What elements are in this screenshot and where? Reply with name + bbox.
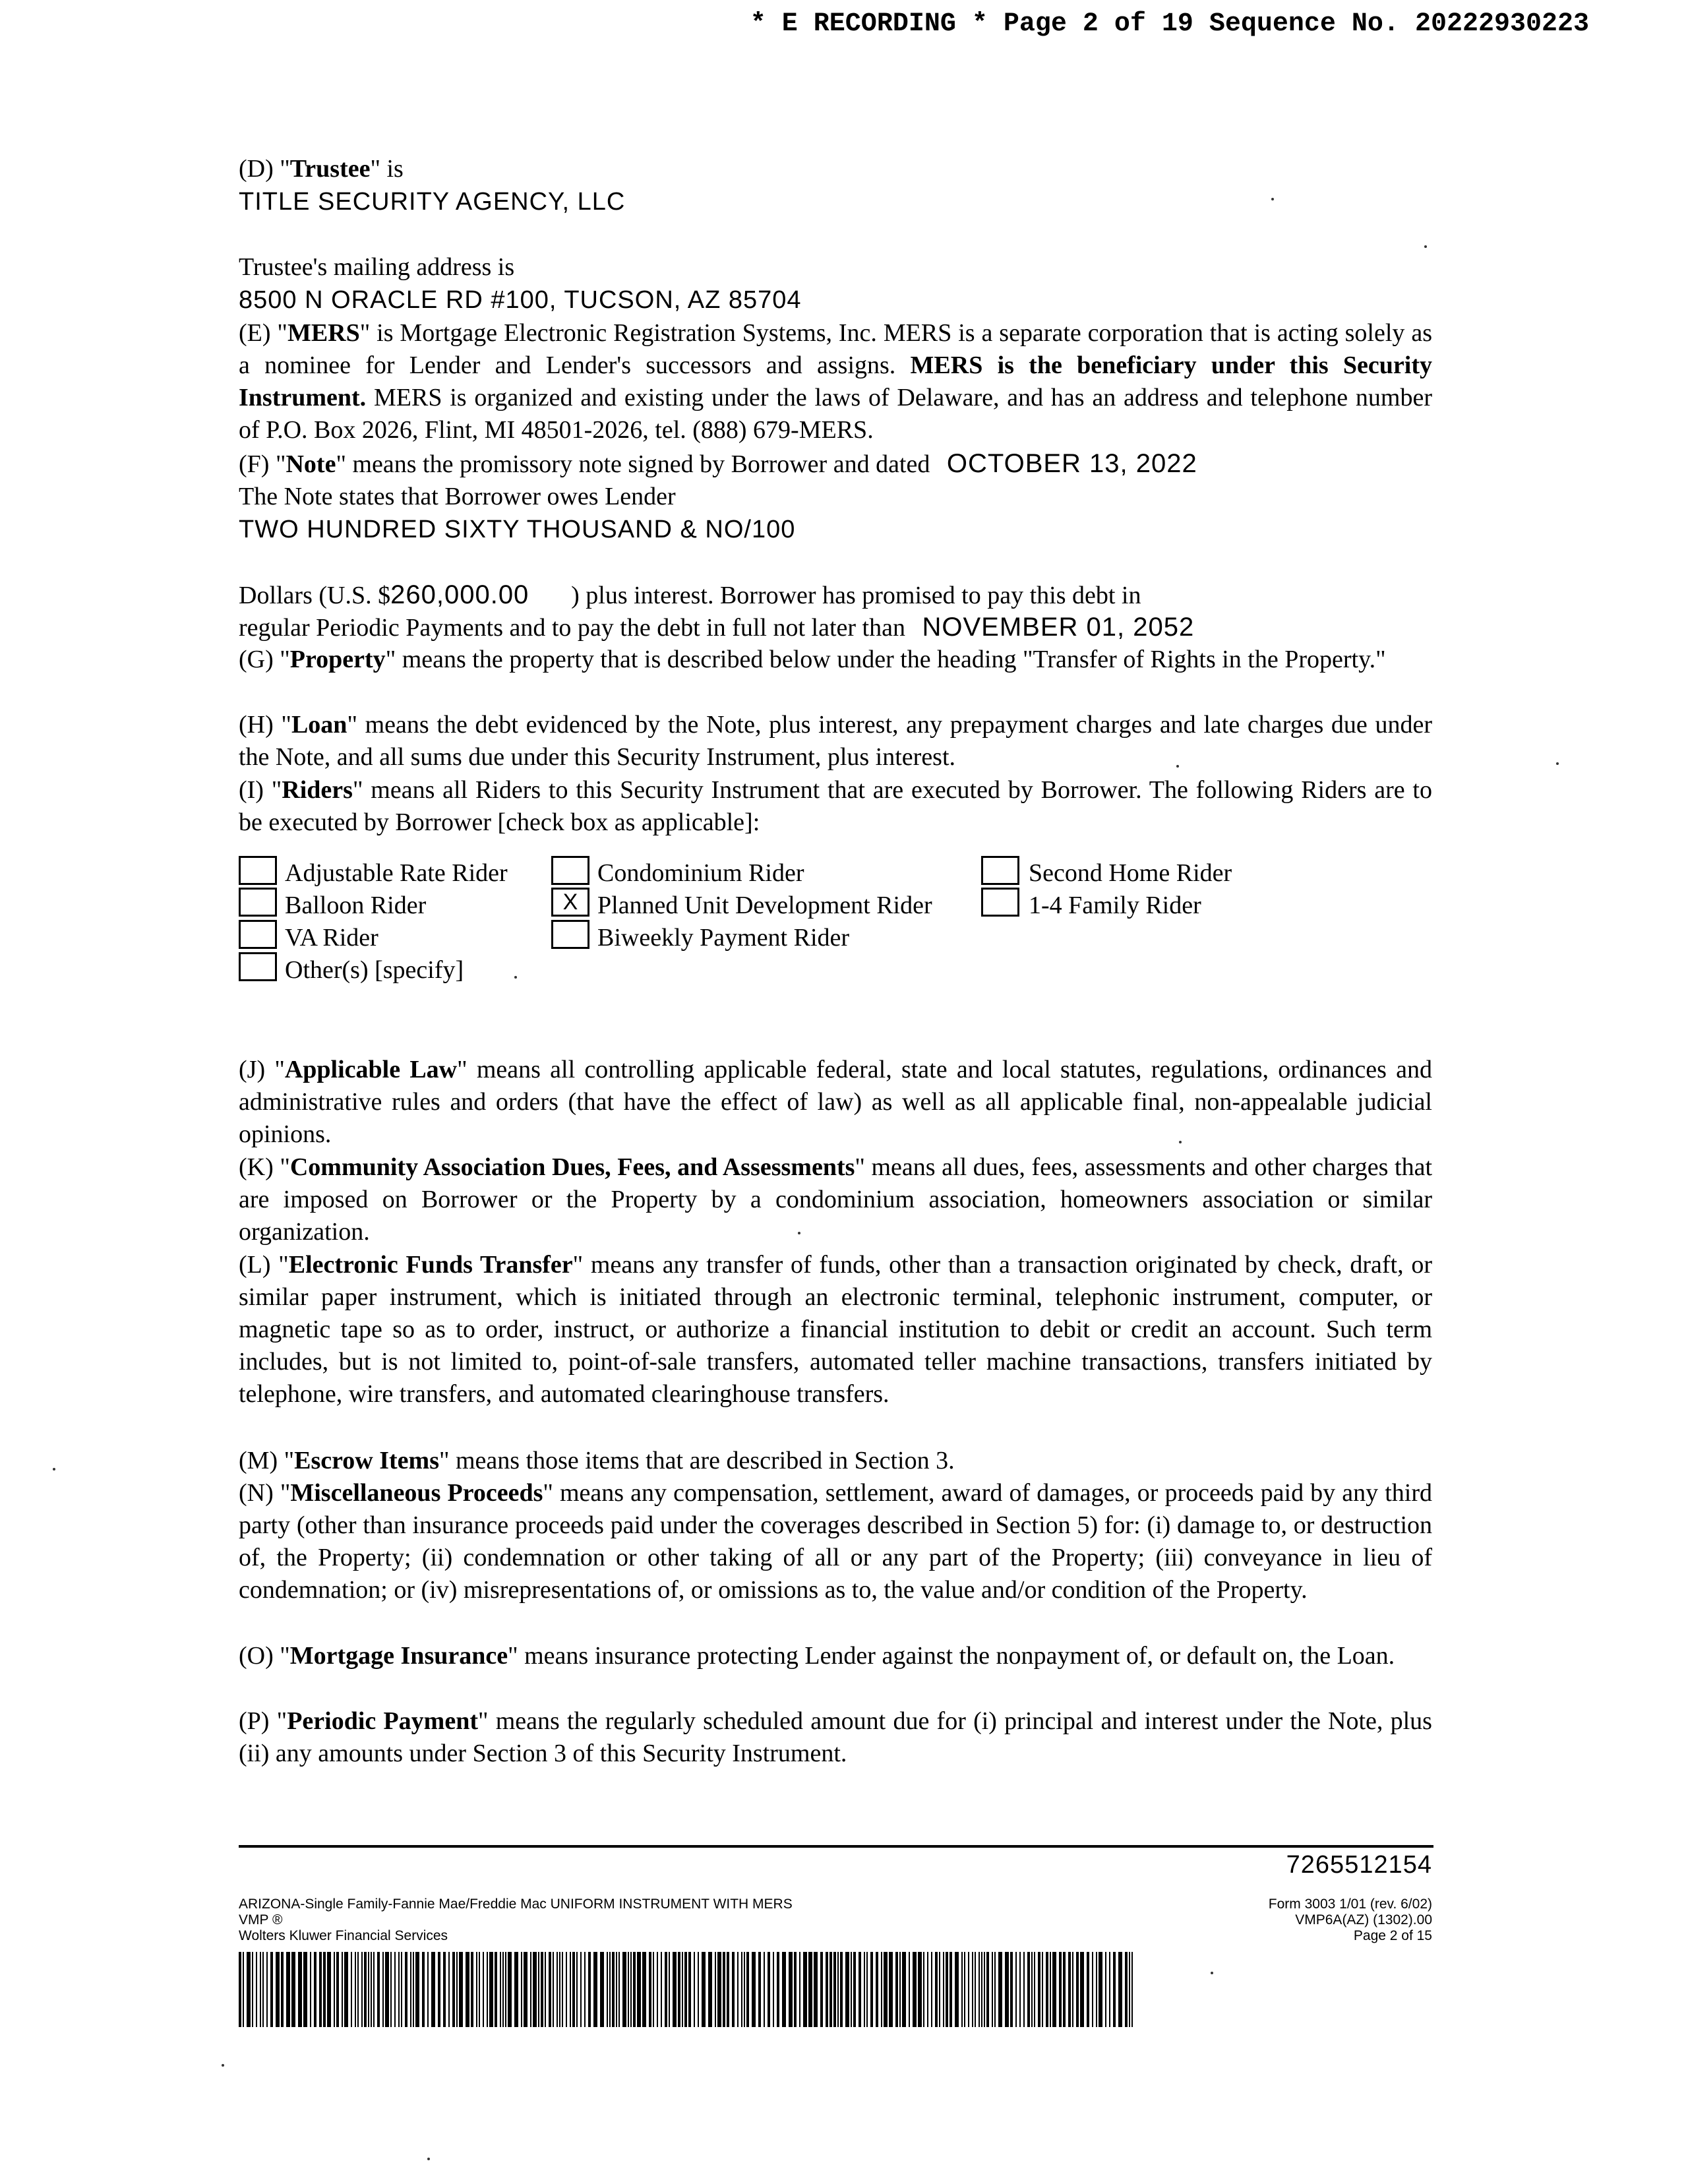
barcode-bar [310, 1952, 311, 2027]
scan-speck [427, 2158, 430, 2160]
barcode-bar [723, 1952, 725, 2027]
barcode-bar [902, 1952, 906, 2027]
loan-number: 7265512154 [1286, 1851, 1432, 1879]
barcode-bar [1059, 1952, 1062, 2027]
barcode-bar [471, 1952, 473, 2027]
barcode-bar [955, 1952, 959, 2027]
barcode-bar [992, 1952, 993, 2027]
barcode-bar [452, 1952, 455, 2027]
barcode-bar [286, 1952, 290, 2027]
barcode-bar [336, 1952, 339, 2027]
barcode-bar [351, 1952, 352, 2027]
rider-label-pud: Planned Unit Development Rider [597, 892, 932, 919]
definition-mers: (E) "MERS" is Mortgage Electronic Registration Systems, Inc. MERS is a separate corporation that is acting solely as a nominee for Lender and Lender's successors and assigns. MERS is the beneficiary under this Security Instrument. MERS is organized and existing under the laws of Delaware, and has an address and telephone number of P.O. Box 2026, Flint, MI 48501-2026, tel. (888) 679-MERS. [239, 319, 1433, 444]
barcode-bar [456, 1952, 458, 2027]
footer-form-code: VMP6A(AZ) (1302).00 [1295, 1912, 1432, 1927]
barcode-bar [483, 1952, 484, 2027]
footer-form-info [239, 1896, 793, 1944]
rider-label-adjustable-rate: Adjustable Rate Rider [285, 859, 508, 887]
barcode-bar [927, 1952, 928, 2027]
barcode-bar [303, 1952, 307, 2027]
barcode-bar [487, 1952, 488, 2027]
barcode-bar [981, 1952, 982, 2027]
barcode-bar [1052, 1952, 1056, 2027]
barcode-bar [459, 1952, 463, 2027]
barcode-bar [327, 1952, 331, 2027]
barcode-bar [673, 1952, 677, 2027]
barcode-bar [782, 1952, 786, 2027]
barcode-bar [665, 1952, 667, 2027]
barcode-bar [443, 1952, 446, 2027]
barcode-bar [881, 1952, 882, 2027]
barcode-bar [1092, 1952, 1093, 2027]
barcode-bar [607, 1952, 608, 2027]
barcode-bar [479, 1952, 480, 2027]
barcode-bar [252, 1952, 253, 2027]
barcode-bar [923, 1952, 924, 2027]
barcode-bar [1072, 1952, 1073, 2027]
barcode-bar [1031, 1952, 1033, 2027]
barcode-bar [314, 1952, 316, 2027]
barcode-bar [961, 1952, 963, 2027]
barcode-bar [1046, 1952, 1048, 2027]
barcode-bar [247, 1952, 251, 2027]
barcode-bar [243, 1952, 244, 2027]
barcode-bar [1015, 1952, 1017, 2027]
rider-label-1-4-family: 1-4 Family Rider [1029, 892, 1201, 919]
footer-vmp: VMP ® [239, 1912, 283, 1927]
barcode-bar [260, 1952, 261, 2027]
barcode-image [239, 1952, 1135, 2027]
barcode-bar [401, 1952, 402, 2027]
barcode-bar [570, 1952, 571, 2027]
barcode-bar [276, 1952, 280, 2027]
barcode-bar [859, 1952, 861, 2027]
barcode-bar [382, 1952, 384, 2027]
barcode-bar [584, 1952, 586, 2027]
barcode-bar [899, 1952, 901, 2027]
barcode-bar [998, 1952, 1002, 2027]
barcode-bar [562, 1952, 563, 2027]
barcode-bar [281, 1952, 284, 2027]
barcode-bar [698, 1952, 699, 2027]
checkbox-pud-rider[interactable]: X [551, 888, 589, 917]
barcode-bar [298, 1952, 302, 2027]
barcode-bar [653, 1952, 654, 2027]
barcode-bar [438, 1952, 440, 2027]
checkbox-biweekly-payment-rider[interactable] [551, 920, 589, 949]
scan-speck [514, 976, 517, 979]
barcode-bar [853, 1952, 856, 2027]
barcode-bar [344, 1952, 348, 2027]
barcode-bar [727, 1952, 729, 2027]
barcode-bar [946, 1952, 948, 2027]
barcode-bar [334, 1952, 335, 2027]
barcode-bar [1113, 1952, 1116, 2027]
footer-page-number: Page 2 of 15 [1353, 1928, 1432, 1943]
barcode-bar [1109, 1952, 1110, 2027]
barcode-bar [829, 1952, 832, 2027]
barcode-bar [377, 1952, 380, 2027]
barcode-bar [533, 1952, 537, 2027]
barcode-bar [773, 1952, 774, 2027]
barcode-bar [768, 1952, 770, 2027]
scan-speck [1556, 762, 1559, 765]
barcode-bar [514, 1952, 518, 2027]
barcode-bar [600, 1952, 604, 2027]
barcode-bar [609, 1952, 611, 2027]
barcode-bar [744, 1952, 745, 2027]
barcode-bar [466, 1952, 469, 2027]
note-amount: 260,000.00 [390, 580, 529, 609]
barcode-bar [840, 1952, 843, 2027]
barcode-bar [1010, 1952, 1013, 2027]
checkbox-second-home-rider[interactable] [981, 856, 1019, 885]
barcode-bar [390, 1952, 392, 2027]
barcode-bar [633, 1952, 636, 2027]
barcode-bar [427, 1952, 429, 2027]
barcode-bar [566, 1952, 567, 2027]
barcode-bar [789, 1952, 793, 2027]
barcode-bar [368, 1952, 369, 2027]
barcode-bar [737, 1952, 738, 2027]
barcode-bar [741, 1952, 742, 2027]
barcode-bar [1087, 1952, 1089, 2027]
barcode-bar [950, 1952, 952, 2027]
barcode-bar [732, 1952, 735, 2027]
trustee-name: TITLE SECURITY AGENCY, LLC [239, 188, 626, 216]
barcode-bar [678, 1952, 680, 2027]
barcode-bar [1099, 1952, 1102, 2027]
barcode-bar [524, 1952, 528, 2027]
barcode-bar [746, 1952, 749, 2027]
barcode-bar [342, 1952, 343, 2027]
barcode-bar [394, 1952, 396, 2027]
barcode-bar [559, 1952, 560, 2027]
barcode-bar [837, 1952, 839, 2027]
barcode-bar [1125, 1952, 1128, 2027]
barcode-bar [422, 1952, 425, 2027]
scan-speck [798, 1232, 800, 1234]
barcode-bar [576, 1952, 578, 2027]
barcode-bar [1042, 1952, 1043, 2027]
barcode-bar [1005, 1952, 1009, 2027]
definition-property: (G) "Property" means the property that is described below under the heading "Transfer of Rights in the Property." [239, 646, 1386, 673]
rider-label-condominium: Condominium Rider [597, 859, 804, 887]
barcode-bar [814, 1952, 818, 2027]
barcode-bar [572, 1952, 575, 2027]
barcode-bar [508, 1952, 512, 2027]
barcode-bar [777, 1952, 779, 2027]
barcode-bar [505, 1952, 506, 2027]
barcode-bar [964, 1952, 965, 2027]
scan-speck [1424, 245, 1427, 248]
barcode-bar [373, 1952, 375, 2027]
barcode-bar [431, 1952, 435, 2027]
note-amount-words: TWO HUNDRED SIXTY THOUSAND & NO/100 [239, 516, 796, 543]
barcode-bar [1080, 1952, 1084, 2027]
barcode-bar [649, 1952, 651, 2027]
barcode-bar [803, 1952, 807, 2027]
barcode-bar [1076, 1952, 1079, 2027]
barcode-bar [385, 1952, 389, 2027]
barcode-bar [398, 1952, 400, 2027]
barcode-bar [291, 1952, 295, 2027]
barcode-bar [580, 1952, 582, 2027]
barcode-bar [538, 1952, 539, 2027]
barcode-bar [1023, 1952, 1025, 2027]
barcode-bar [994, 1952, 996, 2027]
barcode-bar [553, 1952, 554, 2027]
definition-riders: (I) "Riders" means all Riders to this Security Instrument that are executed by Borrower. The following Riders are to be executed by Borrower [check box as applicable]: [239, 776, 1432, 836]
barcode-bar [986, 1952, 989, 2027]
barcode-bar [752, 1952, 756, 2027]
definition-miscellaneous-proceeds: (N) "Miscellaneous Proceeds" means any compensation, settlement, award of damages, or proceeds paid by any third party (other than insurance proceeds paid under the coverages described in Section 5) for: (i) damage to, or destruction of, the Property; (ii) condemnation or other taking of all or any part of the Property; (iii) conveyance in lieu of condemnation; or (iv) misrepresentations of, or omissions as to, the value and/or condition of the Property. [239, 1479, 1433, 1604]
barcode-bar [266, 1952, 268, 2027]
rider-label-biweekly: Biweekly Payment Rider [597, 924, 850, 952]
barcode-bar [799, 1952, 800, 2027]
barcode-bar [1019, 1952, 1021, 2027]
barcode-bar [588, 1952, 591, 2027]
barcode-bar [935, 1952, 938, 2027]
scan-speck [1271, 198, 1274, 200]
barcode-bar [661, 1952, 662, 2027]
barcode-bar [628, 1952, 629, 2027]
barcode-bar [1131, 1952, 1133, 2027]
barcode-bar [694, 1952, 695, 2027]
note-owes-label: The Note states that Borrower owes Lender [239, 483, 676, 510]
barcode-bar [616, 1952, 617, 2027]
barcode-bar [622, 1952, 626, 2027]
barcode-bar [884, 1952, 888, 2027]
rider-label-balloon: Balloon Rider [285, 892, 427, 919]
barcode-bar [270, 1952, 273, 2027]
barcode-bar [845, 1952, 849, 2027]
barcode-bar [657, 1952, 658, 2027]
definition-mortgage-insurance: (O) "Mortgage Insurance" means insurance protecting Lender against the nonpayment of, or default on, the Loan. [239, 1642, 1395, 1670]
barcode-bar [682, 1952, 683, 2027]
barcode-bar [717, 1952, 721, 2027]
checkbox-other-riders[interactable] [239, 952, 277, 981]
barcode-bar [549, 1952, 551, 2027]
barcode-bar [975, 1952, 976, 2027]
barcode-bar [715, 1952, 716, 2027]
barcode-bar [448, 1952, 450, 2027]
barcode-bar [1096, 1952, 1097, 2027]
barcode-bar [864, 1952, 865, 2027]
scan-speck [53, 1468, 55, 1471]
barcode-bar [637, 1952, 641, 2027]
barcode-bar [476, 1952, 477, 2027]
definition-electronic-funds-transfer: (L) "Electronic Funds Transfer" means any transfer of funds, other than a transaction originated by check, draft, or similar paper instrument, which is initiated through an electronic terminal, telephonic instrument, computer, or magnetic tape so as to order, instruct, or authorize a financial institution to debit or credit an account. Such term includes, but is not limited to, point-of-sale transfers, automated teller machine transactions, transfers initiated by telephone, wire transfers, and automated clearinghouse transfers. [239, 1251, 1432, 1408]
barcode-bar [361, 1952, 363, 2027]
note-date: OCTOBER 13, 2022 [946, 449, 1197, 478]
definition-community-association: (K) "Community Association Dues, Fees, and Assessments" means all dues, fees, assessments and other charges that are imposed on Borrower or the Property by a condominium association, homeowners association or similar organization. [239, 1153, 1433, 1246]
barcode-bar [489, 1952, 493, 2027]
barcode-bar [820, 1952, 823, 2027]
barcode-bar [758, 1952, 761, 2027]
barcode-bar [642, 1952, 646, 2027]
barcode-bar [495, 1952, 497, 2027]
trustee-mailing-label: Trustee's mailing address is [239, 253, 515, 281]
scan-speck [1179, 1141, 1182, 1143]
barcode-bar [979, 1952, 980, 2027]
barcode-bar [500, 1952, 501, 2027]
checkbox-va-rider[interactable] [239, 920, 277, 949]
barcode-bar [708, 1952, 712, 2027]
trustee-heading: (D) "Trustee" is [239, 155, 404, 183]
barcode-bar [918, 1952, 922, 2027]
barcode-bar [968, 1952, 969, 2027]
barcode-bar [702, 1952, 706, 2027]
barcode-bar [364, 1952, 367, 2027]
barcode-bar [1105, 1952, 1106, 2027]
barcode-bar [541, 1952, 543, 2027]
barcode-bar [323, 1952, 326, 2027]
barcode-bar [521, 1952, 522, 2027]
barcode-bar [1050, 1952, 1051, 2027]
barcode-bar [909, 1952, 910, 2027]
barcode-bar [764, 1952, 765, 2027]
note-amount-line: Dollars (U.S. $260,000.00 ) plus interest. Borrower has promised to pay this debt in [239, 579, 1432, 612]
note-maturity-date: NOVEMBER 01, 2052 [922, 613, 1195, 642]
barcode-bar [984, 1952, 985, 2027]
barcode-bar [1068, 1952, 1071, 2027]
barcode-bar [262, 1952, 264, 2027]
scan-speck [1176, 765, 1179, 768]
barcode-bar [931, 1952, 932, 2027]
barcode-bar [413, 1952, 414, 2027]
rider-label-other: Other(s) [specify] [285, 956, 464, 984]
barcode-bar [355, 1952, 356, 2027]
barcode-bar [557, 1952, 558, 2027]
footer-publisher: Wolters Kluwer Financial Services [239, 1928, 448, 1943]
barcode-bar [1027, 1952, 1030, 2027]
barcode-bar [357, 1952, 359, 2027]
barcode-bar [239, 1952, 241, 2027]
barcode-bar [913, 1952, 917, 2027]
barcode-bar [371, 1952, 372, 2027]
barcode-bar [593, 1952, 597, 2027]
barcode-bar [410, 1952, 411, 2027]
rider-label-va: VA Rider [285, 924, 378, 952]
footer-form-number [1269, 1896, 1432, 1944]
barcode-bar [1034, 1952, 1035, 2027]
barcode-bar [612, 1952, 615, 2027]
definition-applicable-law: (J) "Applicable Law" means all controlling applicable federal, state and local statutes, regulations, ordinances and administrative rules and orders (that have the effect of law) as well as all applicable final, non-appealable judicial opinions. [239, 1056, 1432, 1148]
checkbox-condominium-rider[interactable] [551, 856, 589, 885]
barcode-bar [876, 1952, 878, 2027]
recording-header: * E RECORDING * Page 2 of 19 Sequence No. 20222930223 [750, 9, 1589, 39]
definition-escrow-items: (M) "Escrow Items" means those items that are described in Section 3. [239, 1447, 955, 1474]
barcode-bar [794, 1952, 797, 2027]
trustee-mailing-address: 8500 N ORACLE RD #100, TUCSON, AZ 85704 [239, 286, 802, 314]
barcode-bar [866, 1952, 868, 2027]
barcode-bar [684, 1952, 687, 2027]
barcode-bar [826, 1952, 828, 2027]
barcode-bar [669, 1952, 670, 2027]
barcode-bar [1063, 1952, 1066, 2027]
rider-label-second-home: Second Home Rider [1029, 859, 1232, 887]
footer-form-title: ARIZONA-Single Family-Fannie Mae/Freddie Mac UNIFORM INSTRUMENT WITH MERS [239, 1896, 793, 1912]
barcode-bar [618, 1952, 620, 2027]
barcode-bar [405, 1952, 407, 2027]
barcode-bar [889, 1952, 893, 2027]
scan-speck [222, 2064, 224, 2067]
barcode-bar [688, 1952, 691, 2027]
checkbox-adjustable-rate-rider[interactable] [239, 856, 277, 885]
barcode-bar [833, 1952, 836, 2027]
barcode-bar [530, 1952, 531, 2027]
barcode-bar [895, 1952, 898, 2027]
scan-speck [1211, 1972, 1213, 1974]
barcode-bar [870, 1952, 873, 2027]
barcode-bar [256, 1952, 257, 2027]
barcode-bar [1129, 1952, 1130, 2027]
definition-note: (F) "Note" means the promissory note signed by Borrower and dated OCTOBER 13, 2022 [239, 449, 1197, 478]
barcode-bar [415, 1952, 419, 2027]
barcode-bar [943, 1952, 944, 2027]
barcode-bar [1118, 1952, 1122, 2027]
footer-form-revision: Form 3003 1/01 (rev. 6/02) [1268, 1896, 1432, 1912]
checkbox-1-4-family-rider[interactable] [981, 888, 1019, 917]
checkbox-balloon-rider[interactable] [239, 888, 277, 917]
definition-loan: (H) "Loan" means the debt evidenced by the Note, plus interest, any prepayment charges and late charges due under the Note, and all sums due under this Security Instrument, plus interest. [239, 711, 1432, 771]
note-maturity-line: regular Periodic Payments and to pay the debt in full not later than NOVEMBER 01, 2052 [239, 613, 1195, 642]
barcode-bar [545, 1952, 546, 2027]
footer-rule [239, 1845, 1433, 1848]
barcode-bar [808, 1952, 812, 2027]
barcode-bar [972, 1952, 973, 2027]
definition-periodic-payment: (P) "Periodic Payment" means the regularly scheduled amount due for (i) principal and interest under the Note, plus (ii) any amounts under Section 3 of this Security Instrument. [239, 1707, 1432, 1767]
barcode-bar [630, 1952, 632, 2027]
barcode-bar [502, 1952, 504, 2027]
barcode-bar [939, 1952, 940, 2027]
barcode-bar [319, 1952, 322, 2027]
barcode-bar [851, 1952, 852, 2027]
barcode-bar [1038, 1952, 1040, 2027]
